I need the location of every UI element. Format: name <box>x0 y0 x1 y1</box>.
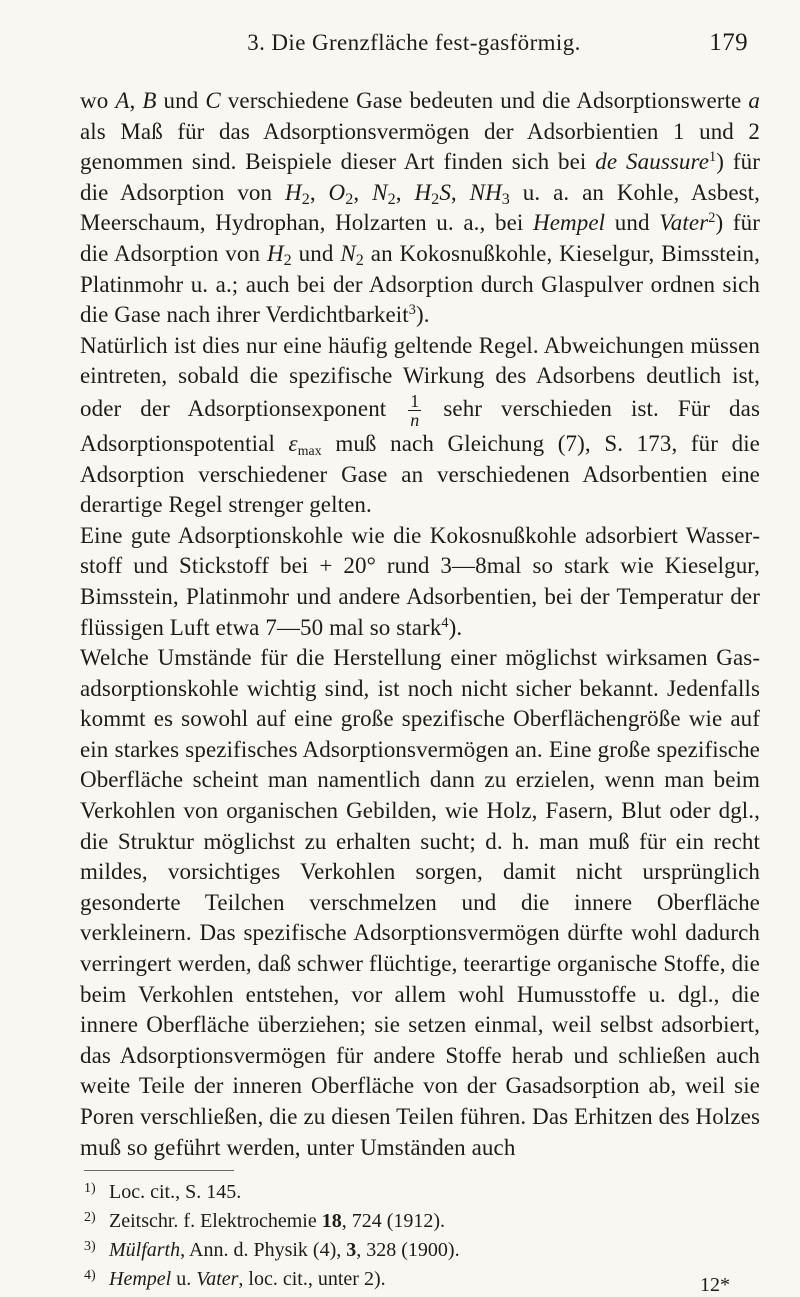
footnote-4: 4) Hempel u. Vater, loc. cit., unter 2). <box>84 1268 386 1290</box>
footnote-3: 3) Mülfarth, Ann. d. Physik (4), 3, 328 (1900). <box>84 1239 460 1261</box>
page-number: 179 <box>709 29 748 56</box>
running-title: 3. Die Grenzfläche fest-gasförmig. <box>247 30 581 55</box>
running-header <box>80 30 748 56</box>
paragraph-1: wo A, B und C verschiedene Gase bedeuten und die Adsorptionswerte a als Maß für das Adsorptionsvermögen der Adsorbientien 1 und 2 genommen sind. Beispiele dieser Art finden sich bei de Saussure$^1$) für die Adsorption von $H_2$, $O_2$, $N_2$, $H_2S$, $NH_3$ u. a. an Kohle, Asbest, Meerschaum, Hydrophan, Holzarten u. a., bei Hempel und Vater$^2$) für die Adsorption von $H_2$ und $N_2$ an Kokosnußkohle, Kieselgur, Bimsstein, Platinmohr u. a.; auch bei der Adsorption durch Glaspulver ordnen sich die Gase nach ihrer Verdichtbarkeit$^3$). <box>80 88 761 328</box>
paragraph-3: Eine gute Adsorptionskohle wie die Kokosnußkohle adsorbiert Wasserstoff und Stickstoff bei + 20° rund 3—8mal so stark wie Kieselgur, Bimsstein, Platinmohr und andere Adsorbentien, bei der Temperatur der flüssigen Luft etwa 7—50 mal so stark$^4$). <box>80 522 760 640</box>
paragraph-2: Natürlich ist dies nur eine häufig geltende Regel. Abweichungen müssen eintreten, sobald die spezifische Wirkung des Adsorbens deutlich ist, oder der Adsorptionsexponent $\frac{1}{n}$ sehr verschieden ist. Für das Adsorptionspotential εmax muß nach Gleichung (7), S. 173, für die Adsorption verschiedener Gase an verschiedenen Adsorbentien eine derartige Regel strenger gelten. <box>80 332 761 518</box>
main-text <box>80 86 760 1163</box>
footnote-divider <box>84 1170 234 1171</box>
paragraph-4: Welche Umstände für die Herstellung einer möglichst wirksamen Gasadsorptionskohle wichtig sind, ist noch nicht sicher bekannt. Jedenfalls kommt es sowohl auf eine große spezifische Oberflächengröße wie auf ein starkes spezifisches Adsorptionsvermögen an. Eine große spezifische Oberfläche scheint man namentlich dann zu erzielen, wenn man beim Verkohlen von organischen Gebilden, wie Holz, Fasern, Blut oder dgl., die Struktur möglichst zu erhalten sucht; d. h. man muß für ein recht mildes, vorsichtiges Verkohlen sorgen, damit nicht ursprünglich gesonderte Teilchen verschmelzen und die innere Oberfläche verkleinern. Das spezifische Adsorptionsvermögen dürfte wohl dadurch verringert werden, daß schwer flüchtige, teerartige organische Stoffe, die beim Verkohlen entstehen, vor allem wohl Humusstoffe u. dgl., die innere Oberfläche überziehen; sie setzen einmal, weil selbst adsorbiert, das Adsorptionsvermögen für andere Stoffe herab und schließen auch weite Teile der inneren Oberfläche von der Gasadsorption ab, weil sie Poren verschließen, die zu diesen Teilen führen. Das Erhitzen des Holzes muß so geführt werden, unter Umständen auch <box>80 645 760 1160</box>
footnote-2: 2) Zeitschr. f. Elektrochemie 18, 724 (1912). <box>84 1210 446 1232</box>
fraction-1-over-n: $\frac{1}{n}$ <box>410 390 420 430</box>
footnote-1: 1) Loc. cit., S. 145. <box>84 1181 242 1203</box>
printer-signature-mark: 12* <box>700 1274 730 1296</box>
footnotes <box>84 1176 744 1292</box>
